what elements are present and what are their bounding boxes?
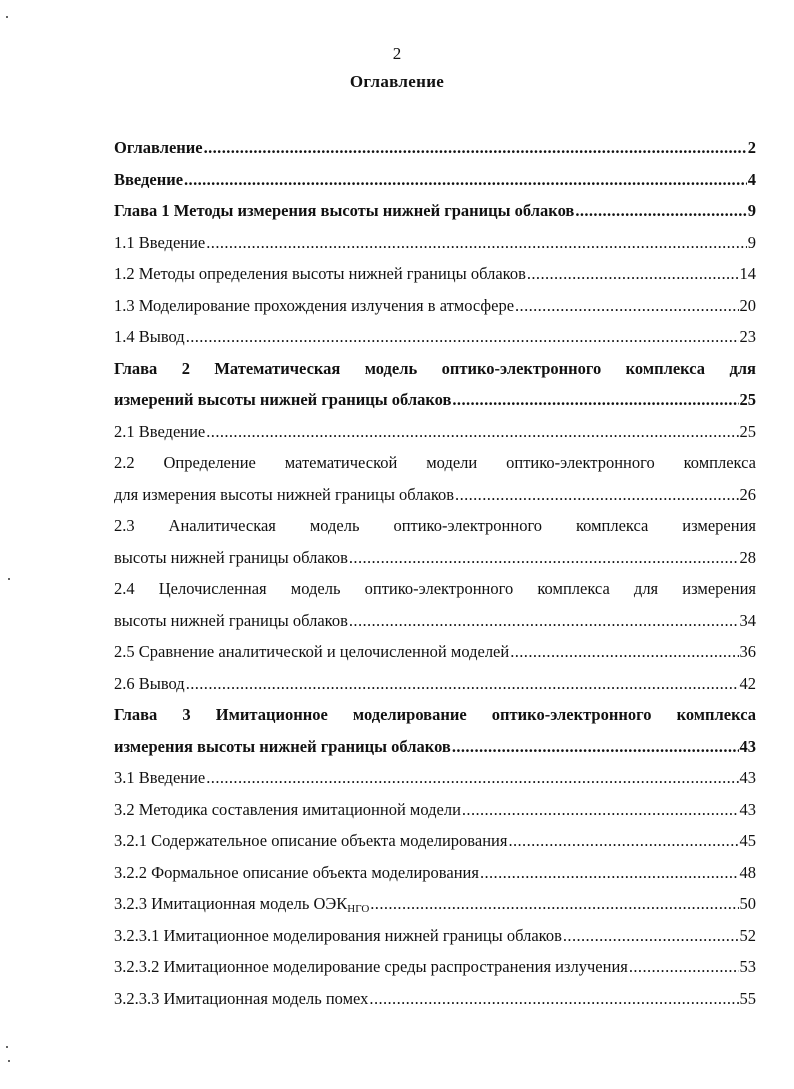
toc-page-number: 53 — [739, 957, 756, 976]
toc-entry-label-line-2: измерений высоты нижней границы облаков — [114, 390, 452, 409]
leader-dots — [575, 195, 746, 227]
toc-entry-label-line-2: измерения высоты нижней границы облаков — [114, 736, 451, 756]
toc-page-number: 20 — [739, 295, 756, 315]
toc-page-number: 9 — [747, 232, 756, 252]
toc-page-number: 25 — [739, 390, 756, 409]
toc-entry-label: 3.2.3.3 Имитационная модель помех — [114, 988, 369, 1008]
toc-entry-label-line-1: 2.4 Целочисленная модель оптико-электронного комплекса для измерения — [114, 579, 756, 598]
toc-entry-label: 3.2.2 Формальное описание объекта моделирования — [114, 862, 479, 882]
toc-page-number: 43 — [739, 736, 756, 756]
leader-dots — [186, 321, 739, 353]
leader-dots — [369, 983, 738, 1015]
toc-entry-contents[interactable] — [114, 132, 756, 164]
leader-dots — [349, 542, 739, 574]
toc-entry-label: 1.1 Введение — [114, 232, 206, 252]
toc-entry-3-2-3-1[interactable] — [114, 920, 756, 952]
toc-page-number: 52 — [739, 925, 756, 945]
toc-entry-1-1[interactable] — [114, 227, 756, 259]
toc-entry-chapter-3[interactable] — [114, 699, 756, 762]
toc-entry-2-2[interactable] — [114, 447, 756, 510]
leader-dots — [186, 668, 739, 700]
toc-entry-label: 3.2.3.1 Имитационное моделирования нижней границы облаков — [114, 925, 562, 945]
toc-entry-2-5[interactable] — [114, 636, 756, 668]
leader-dots — [349, 605, 739, 637]
toc-entry-label-line-2: для измерения высоты нижней границы облаков — [114, 484, 455, 504]
toc-entry-label: Оглавление — [114, 138, 203, 157]
toc-entry-chapter-2[interactable] — [114, 353, 756, 416]
leader-dots — [206, 416, 738, 448]
toc-page-number: 26 — [739, 484, 756, 504]
toc-page-number: 14 — [739, 264, 756, 283]
toc-entry-3-1[interactable] — [114, 762, 756, 794]
toc-page-number: 4 — [747, 169, 756, 189]
scan-speck — [8, 1060, 10, 1062]
toc-entry-2-6[interactable] — [114, 668, 756, 700]
toc-page-number: 9 — [747, 201, 756, 220]
leader-dots — [629, 951, 739, 983]
toc-entry-label: 3.2.3.2 Имитационное моделирование среды распространения излучения — [114, 957, 628, 976]
toc-entry-1-3[interactable] — [114, 290, 756, 322]
page-number: 2 — [392, 44, 402, 63]
leader-dots — [508, 825, 738, 857]
leader-dots — [184, 164, 747, 196]
toc-entry-label: 2.1 Введение — [114, 421, 206, 441]
toc-page-number: 28 — [739, 547, 756, 567]
toc-entry-3-2[interactable] — [114, 794, 756, 826]
toc-entry-label: 1.4 Вывод — [114, 327, 185, 346]
toc-entry-2-3[interactable] — [114, 510, 756, 573]
leader-dots — [480, 857, 739, 889]
toc-entry-2-4[interactable] — [114, 573, 756, 636]
scan-speck — [6, 16, 8, 18]
toc-entry-label: 1.3 Моделирование прохождения излучения в атмосфере — [114, 295, 515, 315]
toc-entry-label: 3.2.3 Имитационная модель ОЭК — [114, 894, 348, 913]
toc-page-number: 2 — [747, 138, 756, 157]
toc-page-number: 50 — [739, 894, 756, 913]
page-title: Оглавление — [349, 72, 445, 91]
scan-speck — [8, 578, 10, 580]
toc-entry-label: Глава 1 Методы измерения высоты нижней границы облаков — [114, 201, 575, 220]
toc-page-number: 23 — [739, 327, 756, 346]
toc-entry-2-1[interactable] — [114, 416, 756, 448]
toc-entry-label: 3.2 Методика составления имитационной модели — [114, 799, 461, 819]
toc-entry-label: 3.1 Введение — [114, 768, 206, 787]
toc-entry-label-line-2: высоты нижней границы облаков — [114, 547, 348, 567]
leader-dots — [452, 731, 739, 763]
toc-entry-label-line-2: высоты нижней границы облаков — [114, 610, 348, 630]
toc-page-number: 48 — [739, 862, 756, 882]
table-of-contents — [114, 132, 756, 1014]
toc-entry-subscript: НГО — [347, 903, 370, 915]
toc-page-number: 55 — [739, 988, 756, 1008]
toc-entry-3-2-1[interactable] — [114, 825, 756, 857]
toc-entry-3-2-3[interactable] — [114, 888, 756, 920]
toc-entry-label-line-1: Глава 2 Математическая модель оптико-электронного комплекса для — [114, 358, 756, 378]
leader-dots — [452, 384, 738, 416]
toc-entry-label: Введение — [114, 169, 184, 189]
toc-entry-label: 2.5 Сравнение аналитической и целочисленной моделей — [114, 642, 510, 661]
toc-entry-1-2[interactable] — [114, 258, 756, 290]
leader-dots — [510, 636, 738, 668]
toc-entry-label-line-1: Глава 3 Имитационное моделирование оптико-электронного комплекса — [114, 705, 756, 724]
leader-dots — [527, 258, 739, 290]
leader-dots — [515, 290, 738, 322]
toc-entry-label-line-1: 2.2 Определение математической модели оптико-электронного комплекса — [114, 453, 756, 472]
toc-page-number: 34 — [739, 610, 756, 630]
leader-dots — [462, 794, 739, 826]
leader-dots — [455, 479, 738, 511]
toc-page-number: 42 — [739, 673, 756, 693]
leader-dots — [370, 888, 738, 920]
toc-entry-3-2-3-2[interactable] — [114, 951, 756, 983]
toc-entry-1-4[interactable] — [114, 321, 756, 353]
leader-dots — [206, 762, 738, 794]
leader-dots — [204, 132, 747, 164]
toc-entry-introduction[interactable] — [114, 164, 756, 196]
toc-page-number: 43 — [739, 799, 756, 819]
toc-entry-3-2-3-3[interactable] — [114, 983, 756, 1015]
toc-entry-3-2-2[interactable] — [114, 857, 756, 889]
toc-entry-label: 1.2 Методы определения высоты нижней границы облаков — [114, 264, 526, 283]
leader-dots — [563, 920, 739, 952]
toc-entry-chapter-1[interactable] — [114, 195, 756, 227]
toc-entry-label: 3.2.1 Содержательное описание объекта моделирования — [114, 831, 508, 850]
leader-dots — [206, 227, 746, 259]
toc-page-number: 45 — [739, 831, 756, 850]
toc-page-number: 36 — [739, 642, 756, 661]
toc-entry-label: 2.6 Вывод — [114, 673, 185, 693]
scan-speck — [6, 1046, 8, 1048]
toc-page-number: 43 — [739, 768, 756, 787]
toc-entry-label-line-1: 2.3 Аналитическая модель оптико-электронного комплекса измерения — [114, 516, 756, 535]
toc-page-number: 25 — [739, 421, 756, 441]
